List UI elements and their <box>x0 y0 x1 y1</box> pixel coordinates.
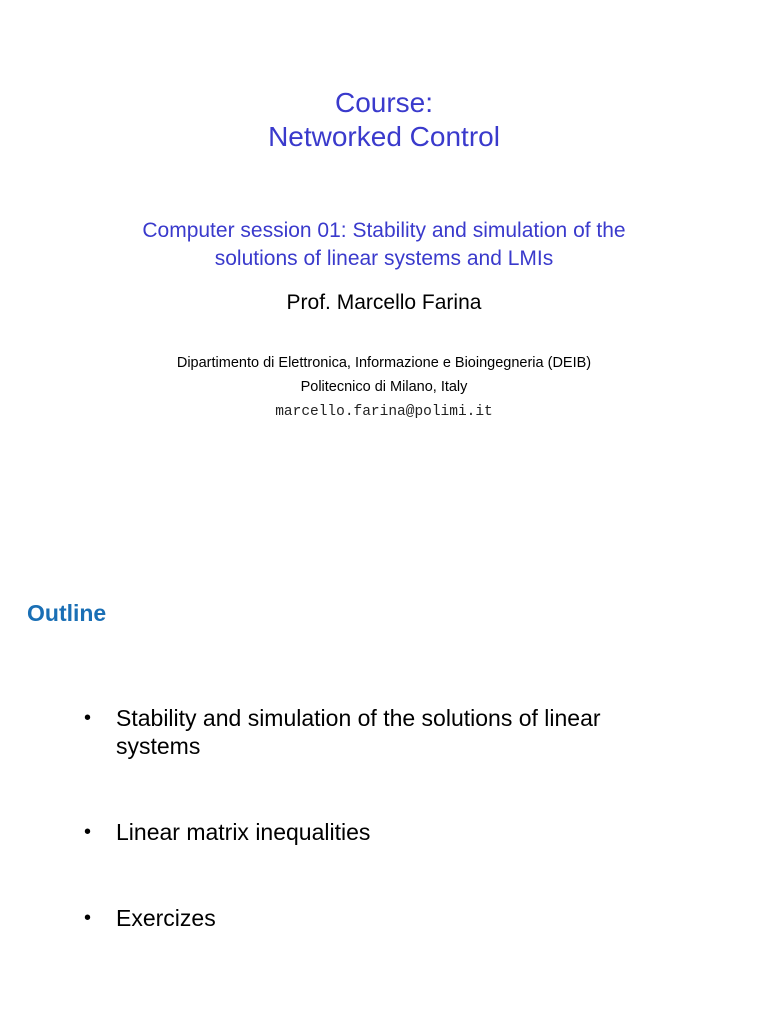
course-title-line-1: Course: <box>334 87 434 118</box>
outline-heading: Outline <box>27 600 107 626</box>
outline-slide <box>0 512 768 1024</box>
list-item-text: Linear matrix inequalities <box>116 819 371 845</box>
list-item-text-line-1: Stability and simulation of the solutions of linear <box>116 705 601 731</box>
list-item-text-line-2: systems <box>116 733 201 759</box>
bullet-icon: • <box>84 707 92 729</box>
session-title-line-1: Computer session 01: Stability and simulation of the <box>142 219 626 242</box>
session-title-line-2: solutions of linear systems and LMIs <box>214 247 554 270</box>
list-item-text <box>116 704 684 760</box>
affiliation <box>0 351 768 399</box>
list-item <box>84 704 684 760</box>
list-item <box>84 904 684 932</box>
course-title-line-2: Networked Control <box>268 121 500 152</box>
course-title <box>0 86 768 154</box>
bullet-icon: • <box>84 821 92 843</box>
list-item-text: Exercizes <box>116 905 216 931</box>
institution-name: Politecnico di Milano, Italy <box>300 379 468 395</box>
author-email[interactable]: marcello.farina@polimi.it <box>275 404 493 420</box>
author-name: Prof. Marcello Farina <box>286 291 482 314</box>
bullet-icon: • <box>84 907 92 929</box>
department-name: Dipartimento di Elettronica, Informazione e Bioingegneria (DEIB) <box>176 355 592 371</box>
list-item <box>84 818 684 846</box>
session-title <box>0 217 768 273</box>
